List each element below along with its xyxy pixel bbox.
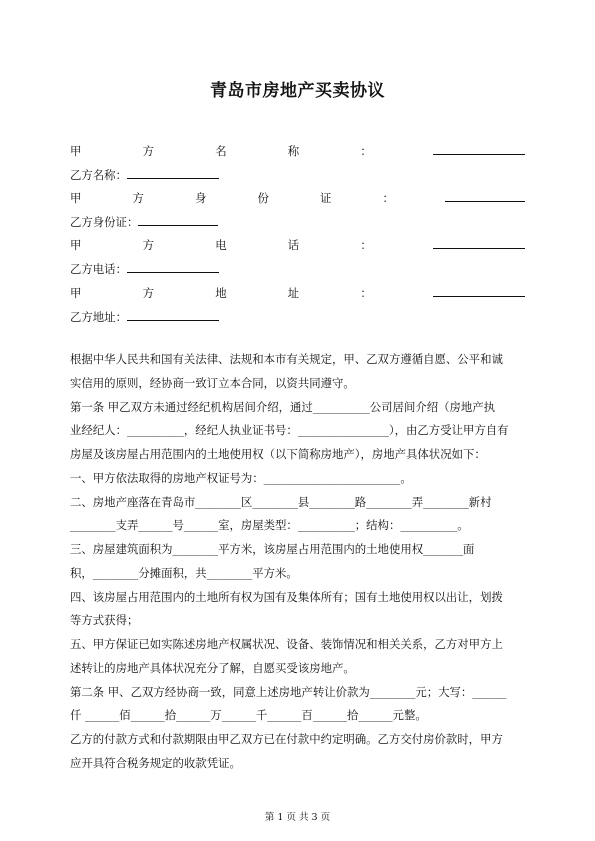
body-line: 等方式获得； [70,613,139,627]
label-char: 地 [215,286,227,300]
label-char: ： [360,238,372,252]
party-a-name-row [70,143,525,158]
body-line: 五、甲方保证已如实陈述房地产权属状况、设备、装饰情况和相关关系，乙方对甲方上 [70,637,503,651]
party-b-id-row [70,214,525,229]
party-b-address-blank[interactable] [127,309,219,321]
label-char: 址 [287,286,300,300]
body-line: 乙方的付款方式和付款期限由甲乙双方已在付款中约定明确。乙方交付房价款时，甲方 [70,732,503,746]
label-char: 甲 [70,238,82,252]
label-char: ： [360,144,372,158]
label-char: 甲 [70,191,82,205]
label-char: ： [382,191,394,205]
party-b-address-row [70,309,525,324]
party-a-phone-row [70,237,525,252]
page-number: 第 1 页 共 3 页 [264,812,331,823]
body-line: 积，________分摊面积，共________平方米。 [70,566,298,580]
label-char: 名 [215,144,227,158]
label-char: 方 [142,286,154,300]
party-b-id-label: 乙方身份证： [70,215,139,229]
label-char: 方 [142,144,154,158]
party-b-name-row [70,167,525,182]
body-line: 三、房屋建筑面积为________平方米，该房屋占用范围内的土地使用权_______面 [70,542,475,556]
party-a-id-blank[interactable] [445,190,525,202]
body-line: ________支弄______号______室，房屋类型：__________；结构：__________。 [70,518,469,532]
body-line: 仟 ______佰______拾______万______千______百______拾______元整。 [70,708,427,722]
party-b-phone-blank[interactable] [127,261,219,273]
label-char: 甲 [70,286,82,300]
party-a-name-blank[interactable] [433,143,525,155]
party-a-phone-blank[interactable] [433,237,525,249]
body-line: 业经纪人：__________，经纪人执业证书号：________________），由乙方受让甲方自有 [70,423,509,437]
label-char: 方 [132,191,144,205]
body-line: 房屋及该房屋占用范围内的土地使用权（以下简称房地产），房地产具体状况如下： [70,447,486,461]
label-char: 份 [257,191,269,205]
label-char: 称 [287,144,300,158]
body-line: 二、房地产座落在青岛市________区________县________路________弄________新村 [70,495,492,509]
party-a-id-row [70,190,525,205]
party-a-address-row [70,285,525,300]
body-line: 应开具符合税务规定的收款凭证。 [70,756,241,770]
party-b-name-blank[interactable] [127,167,219,179]
body-line: 根据中华人民共和国有关法律、法规和本市有关规定，甲、乙双方遵循自愿、公平和诚 [70,352,503,366]
body-line: 实信用的原则，经协商一致订立本合同，以资共同遵守。 [70,376,355,390]
body-line: 四、该房屋占用范围内的土地所有权为国有及集体所有；国有土地使用权以出让，划拨 [70,590,503,604]
party-b-phone-label: 乙方电话： [70,262,127,276]
party-b-address-label: 乙方地址： [70,310,127,324]
party-b-name-label: 乙方名称： [70,168,127,182]
label-char: 电 [215,238,227,252]
body-line: 第二条 甲、乙双方经协商一致，同意上述房地产转让价款为________元；大写：______ [70,685,507,699]
document-title: 青岛市房地产买卖协议 [210,81,385,101]
label-char: 方 [142,238,154,252]
label-char: 甲 [70,144,82,158]
label-char: 证 [320,191,332,205]
body-line: 第一条 甲乙双方未通过经纪机构居间介绍，通过__________公司居间介绍（房地产执 [70,400,496,414]
party-a-address-blank[interactable] [433,285,525,297]
label-char: 话 [287,238,300,252]
label-char: 身 [195,191,207,205]
label-char: ： [360,286,372,300]
party-b-id-blank[interactable] [138,214,218,226]
body-line: 述转让的房地产具体状况充分了解，自愿买受该房地产。 [70,661,355,675]
body-line: 一、甲方依法取得的房地产权证号为：________________________。 [70,471,412,485]
party-b-phone-row [70,261,525,276]
